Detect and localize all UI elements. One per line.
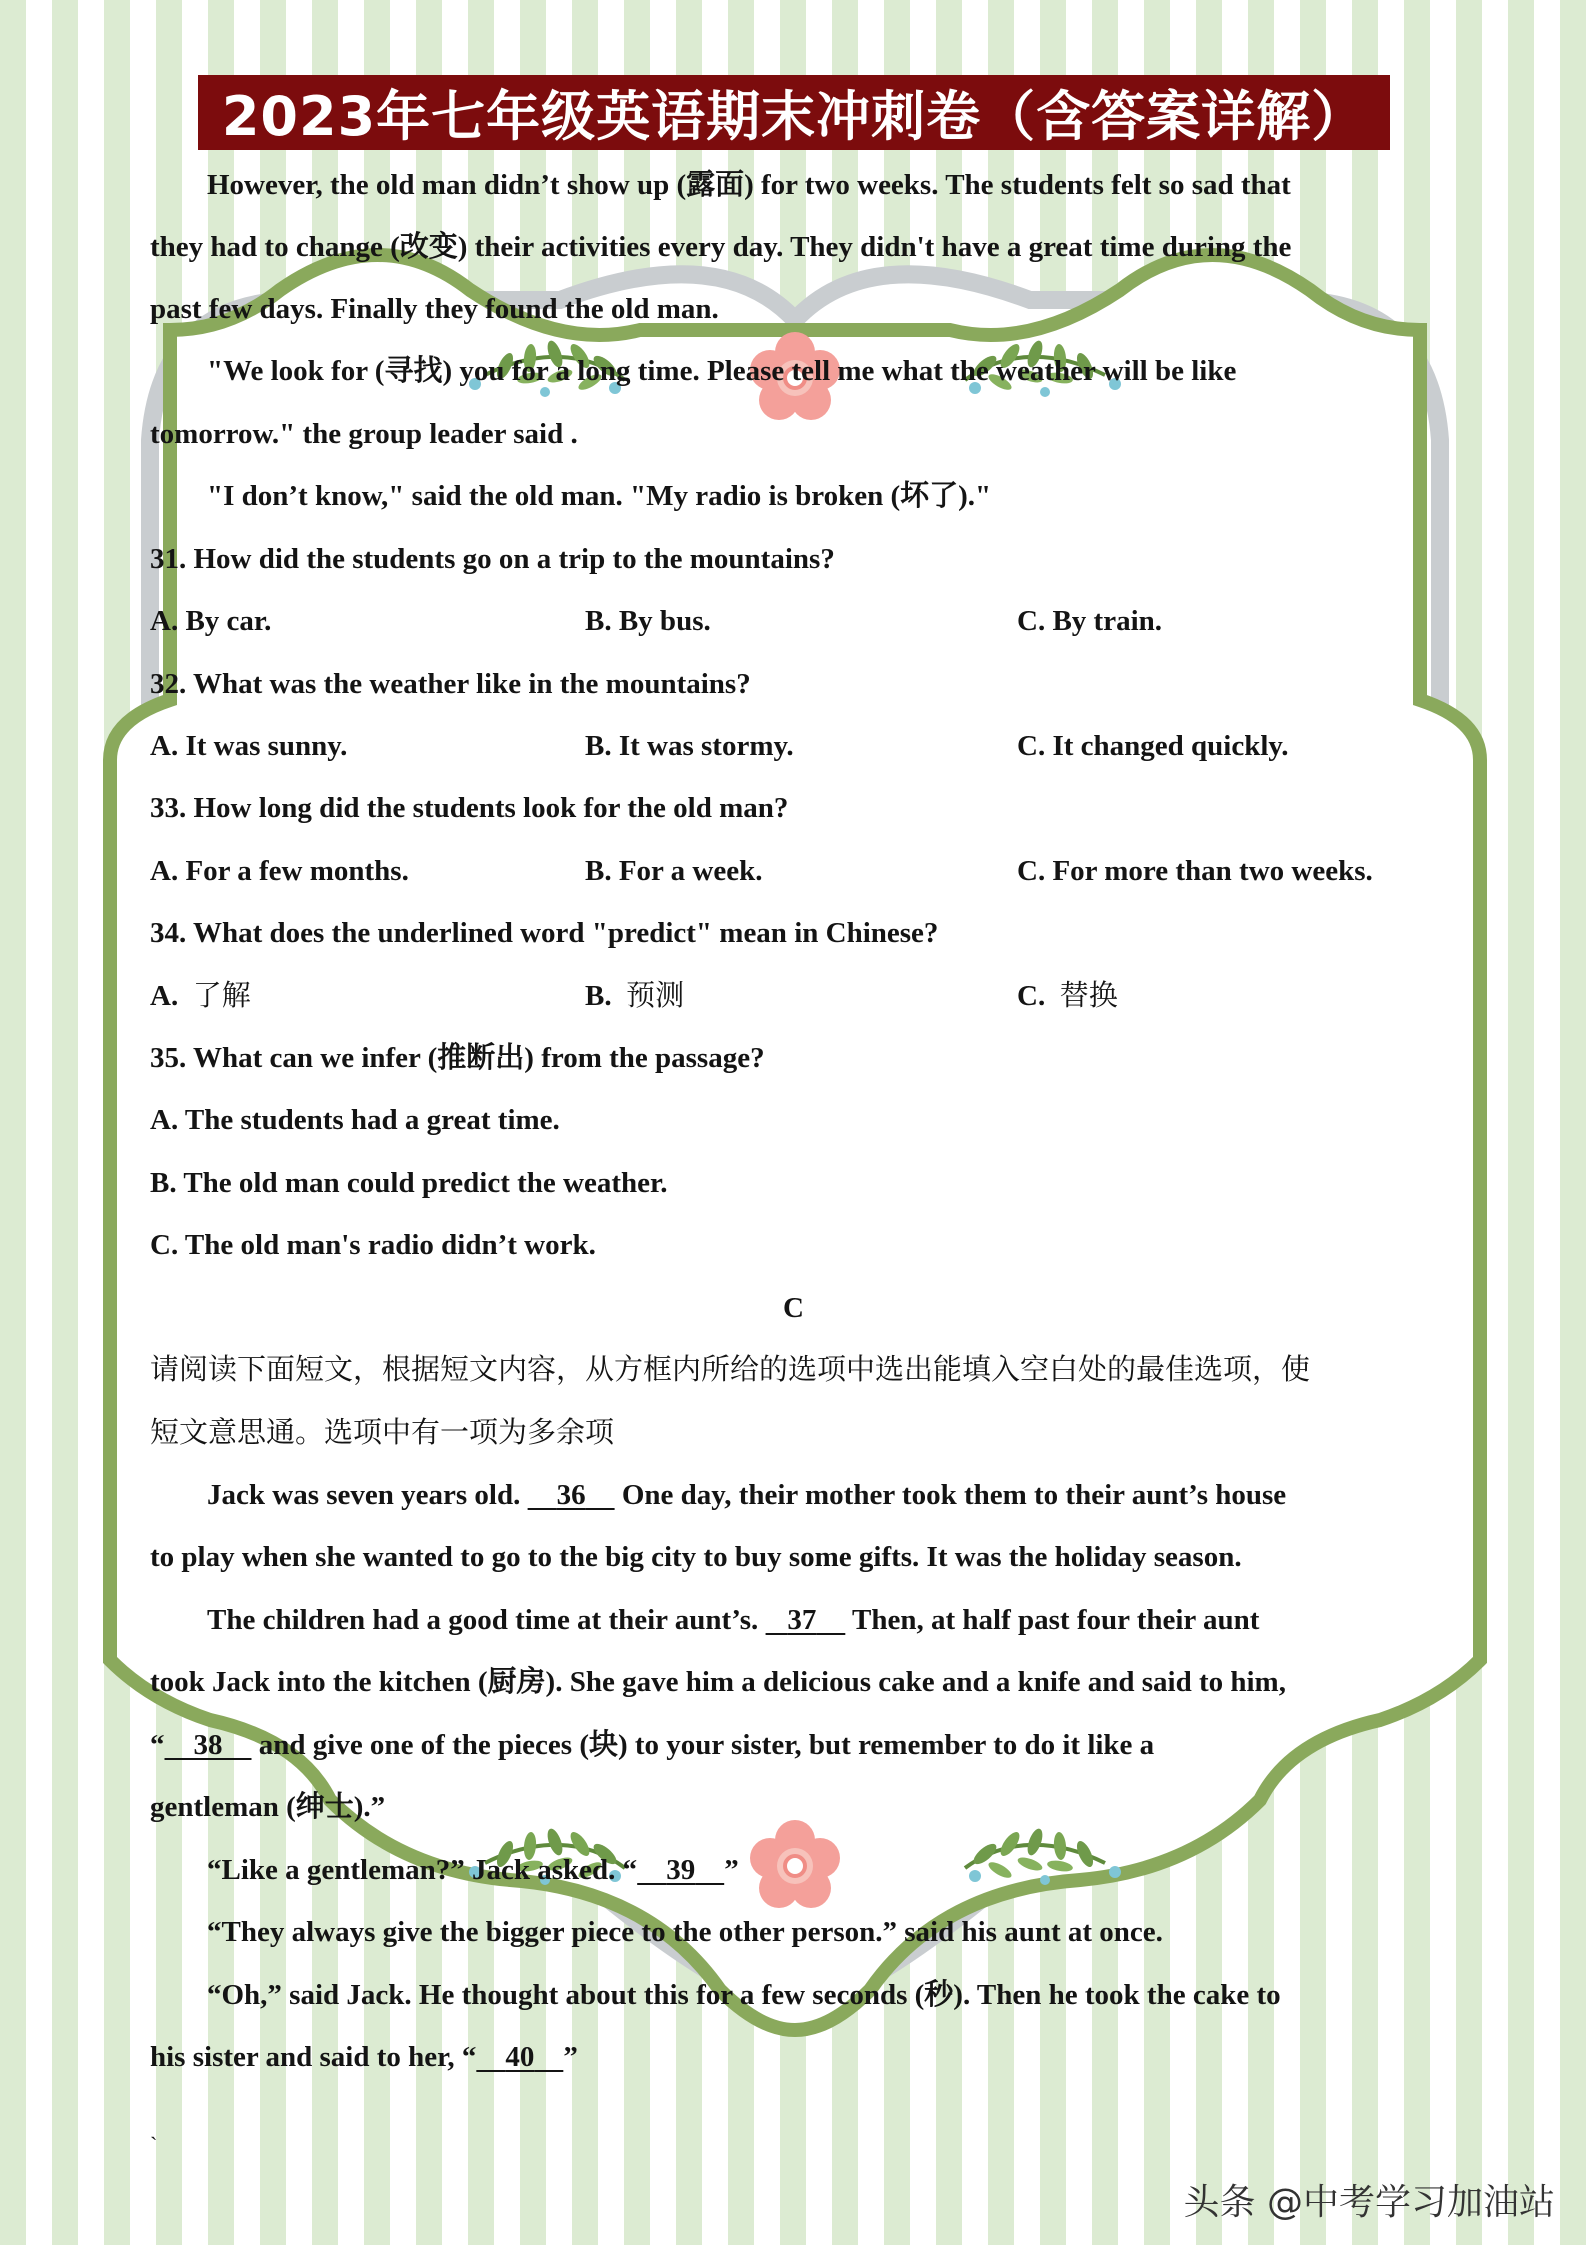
- passage-line: to play when she wanted to go to the big city to buy some gifts. It was the holiday season.: [150, 1541, 1242, 1573]
- passage-line: However, the old man didn’t show up (露面) for two weeks. The students felt so sad that: [207, 169, 1291, 201]
- question-35-option-b: B. The old man could predict the weather.: [150, 1167, 668, 1199]
- section-heading: C: [783, 1292, 804, 1324]
- text-segment: Jack was seven years old.: [207, 1479, 521, 1511]
- passage-line: past few days. Finally they found the old man.: [150, 293, 719, 325]
- blank-37: [766, 1606, 846, 1635]
- blank-number: 40: [505, 2041, 535, 2073]
- text-segment: his sister and said to her, “: [150, 2041, 477, 2073]
- passage-line: “They always give the bigger piece to the other person.” said his aunt at once.: [207, 1916, 1163, 1948]
- passage-line: “Oh,” said Jack. He thought about this for a few seconds (秒). Then he took the cake to: [207, 1979, 1281, 2011]
- question-34-stem: 34. What does the underlined word "predict" mean in Chinese?: [150, 917, 939, 949]
- page-title: 2023年七年级英语期末冲刺卷（含答案详解）: [198, 75, 1390, 150]
- text-segment: One day, their mother took them to their aunt’s house: [621, 1479, 1287, 1511]
- text-segment: Then, at half past four their aunt: [852, 1604, 1260, 1636]
- blank-number: 38: [193, 1729, 223, 1761]
- question-32-option-c: C. It changed quickly.: [1017, 730, 1289, 762]
- option-text: 预测: [626, 978, 685, 1012]
- section-instruction: 请阅读下面短文，根据短文内容，从方框内所给的选项中选出能填入空白处的最佳选项，使: [150, 1352, 1311, 1386]
- passage-line: [150, 2043, 578, 2072]
- watermark-footer: 头条 @中考学习加油站: [1183, 2182, 1555, 2223]
- option-text: 了解: [192, 978, 251, 1012]
- passage-line: tomorrow." the group leader said .: [150, 418, 578, 450]
- question-33-option-a: A. For a few months.: [150, 855, 409, 887]
- stray-mark: `: [150, 2132, 158, 2157]
- question-31-option-a: A. By car.: [150, 605, 272, 637]
- blank-39: [637, 1856, 724, 1885]
- blank-36: [528, 1481, 615, 1510]
- blank-number: 36: [556, 1479, 586, 1511]
- text-segment: ”: [563, 2041, 578, 2073]
- question-33-stem: 33. How long did the students look for the old man?: [150, 792, 789, 824]
- option-label: A.: [150, 980, 179, 1012]
- option-label: C.: [1017, 980, 1046, 1012]
- question-35-stem: 35. What can we infer (推断出) from the passage?: [150, 1042, 765, 1074]
- passage-line: [207, 1606, 1259, 1635]
- option-text: 替换: [1059, 978, 1118, 1012]
- question-31-stem: 31. How did the students go on a trip to the mountains?: [150, 543, 835, 575]
- question-32-option-a: A. It was sunny.: [150, 730, 348, 762]
- question-31-option-b: B. By bus.: [585, 605, 711, 637]
- passage-line: "We look for (寻找) you for a long time. Please tell me what the weather will be like: [207, 355, 1237, 387]
- blank-number: 37: [787, 1604, 817, 1636]
- question-32-option-b: B. It was stormy.: [585, 730, 794, 762]
- text-segment: ”: [724, 1854, 739, 1886]
- text-segment: and give one of the pieces (块) to your sister, but remember to do it like a: [258, 1729, 1155, 1761]
- passage-line: [150, 1731, 1154, 1760]
- question-35-option-a: A. The students had a great time.: [150, 1104, 560, 1136]
- blank-38: [165, 1731, 252, 1760]
- text-segment: The children had a good time at their aunt’s.: [207, 1604, 759, 1636]
- question-35-option-c: C. The old man's radio didn’t work.: [150, 1229, 596, 1261]
- passage-line: [207, 1856, 739, 1885]
- blank-40: [476, 2043, 563, 2072]
- text-segment: “Like a gentleman?” Jack asked. “: [207, 1854, 638, 1886]
- passage-line: "I don’t know," said the old man. "My radio is broken (坏了).": [207, 480, 992, 512]
- blank-number: 39: [666, 1854, 696, 1886]
- section-instruction: 短文意思通。选项中有一项为多余项: [150, 1415, 615, 1449]
- passage-line: they had to change (改变) their activities every day. They didn't have a great time during the: [150, 231, 1292, 263]
- question-31-option-c: C. By train.: [1017, 605, 1162, 637]
- question-33-option-c: C. For more than two weeks.: [1017, 855, 1373, 887]
- question-34-option-b: [585, 978, 685, 1012]
- passage-line: [207, 1481, 1286, 1510]
- question-32-stem: 32. What was the weather like in the mountains?: [150, 668, 751, 700]
- question-34-option-a: [150, 978, 251, 1012]
- text-segment: “: [150, 1729, 165, 1761]
- question-33-option-b: B. For a week.: [585, 855, 763, 887]
- question-34-option-c: [1017, 978, 1118, 1012]
- option-label: B.: [585, 980, 612, 1012]
- passage-line: took Jack into the kitchen (厨房). She gave him a delicious cake and a knife and said to him,: [150, 1666, 1286, 1698]
- passage-line: gentleman (绅士).”: [150, 1791, 386, 1823]
